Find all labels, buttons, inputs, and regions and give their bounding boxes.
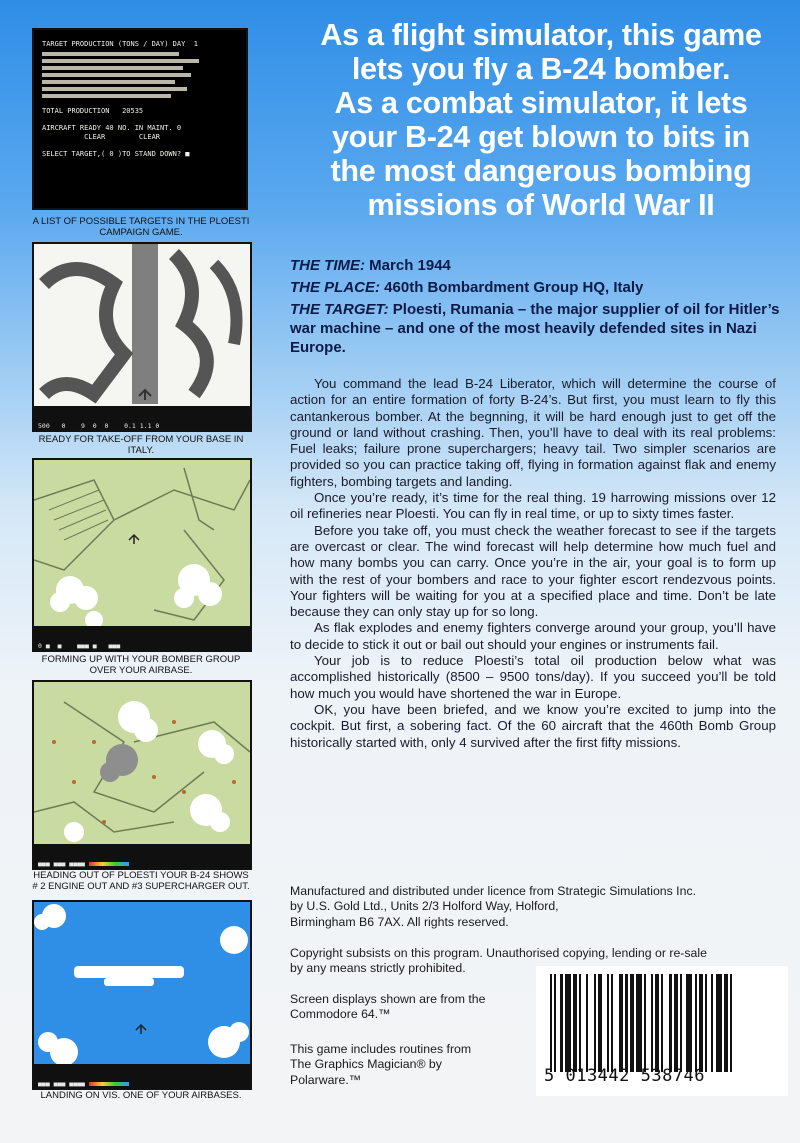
caption-takeoff	[0, 434, 282, 456]
target-label: THE TARGET:	[290, 301, 389, 318]
caption-line: LANDING ON VIS. ONE OF YOUR AIRBASES.	[40, 1090, 242, 1101]
screens-note	[290, 992, 530, 1023]
paragraph: OK, you have been briefed, and we know you’re excited to jump into the cockpit. But first, a sobering fact. Of the 60 aircraft that the 460th Bomb Group historically started with, only 4 survived after the first fifty missions.	[290, 701, 776, 750]
screenshot-heading-out	[32, 680, 252, 870]
target-list-rows	[42, 52, 238, 104]
screenshot-landing	[32, 900, 252, 1090]
note-line: Screen displays shown are from the	[290, 992, 486, 1006]
caption-line: CAMPAIGN GAME.	[99, 227, 183, 238]
barcode-bars	[550, 974, 774, 1072]
caption-forming-up	[0, 654, 282, 676]
hud-line: 0 ■ ■ ■■■ ■ ■■■	[38, 642, 121, 650]
bomber-icon	[129, 535, 139, 544]
barcode-number: 5 013442 538746	[544, 1066, 706, 1086]
mission-intro	[290, 256, 790, 360]
headline-line: your B-24 get blown to bits in	[331, 120, 750, 154]
note-line: Manufactured and distributed under licence from Strategic Simulations Inc.	[290, 884, 697, 898]
note-line: Polarware.™	[290, 1072, 362, 1087]
headline-line: the most dangerous bombing	[330, 154, 752, 188]
headline-line: lets you fly a B-24 bomber.	[351, 52, 731, 86]
manufacturer-note	[290, 884, 790, 930]
flak-map	[34, 682, 250, 868]
screenshot-takeoff	[32, 242, 252, 432]
routines-note	[290, 1042, 530, 1088]
landing-hud: ■■■ ■■■ ■■■■	[34, 1064, 250, 1088]
caption-target-list	[0, 216, 282, 238]
select-prompt: SELECT TARGET,( 0 )TO STAND DOWN? ■	[42, 150, 190, 158]
time-label: THE TIME:	[290, 257, 365, 274]
caption-line: A LIST OF POSSIBLE TARGETS IN THE PLOESTI	[32, 216, 250, 227]
barcode-bar	[732, 974, 734, 1072]
paragraph: Your job is to reduce Ploesti’s total oil production below what was accomplished historically (8500 – 9500 tons/day). If you succeed you’ll be told how much you would have shortened the war in Europe.	[290, 653, 776, 701]
target-line	[290, 300, 790, 357]
total-production: TOTAL PRODUCTION 20535	[42, 107, 144, 115]
forming-hud	[34, 626, 250, 650]
time-value: March 1944	[369, 257, 451, 274]
caption-line: ITALY.	[127, 445, 155, 456]
note-line: Commodore 64.™	[290, 1007, 391, 1022]
headline	[282, 18, 800, 222]
description	[290, 376, 776, 751]
paragraph: As flak explodes and enemy fighters converge around your group, you’ll have to decide to stick it out or bail out should your engines or instruments fail.	[290, 620, 776, 652]
aircraft-status: AIRCRAFT READY 40 NO. IN MAINT. 0	[42, 124, 182, 132]
hud-line: 500 0 9 0 0 0.1 1.1 0	[38, 422, 160, 430]
place-label: THE PLACE:	[290, 279, 380, 296]
barcode	[536, 966, 788, 1096]
caption-heading-out	[0, 870, 282, 892]
screenshot-forming-up	[32, 458, 252, 652]
caption-line: READY FOR TAKE-OFF FROM YOUR BASE IN	[38, 434, 244, 445]
heading-out-hud: ■■■ ■■■ ■■■■	[34, 844, 250, 868]
caption-line: OVER YOUR AIRBASE.	[89, 665, 193, 676]
note-line: by any means strictly prohibited.	[290, 961, 466, 976]
note-line: The Graphics Magician® by	[290, 1057, 442, 1072]
paragraph: Once you’re ready, it’s time for the real thing. 19 harrowing missions over 12 oil refineries near Ploesti. You can fly in real time, or up to sixty times faster.	[290, 490, 776, 522]
runway-map	[34, 244, 250, 430]
time-line	[290, 256, 790, 275]
note-line: Copyright subsists on this program. Unauthorised copying, lending or re-sale	[290, 946, 707, 960]
headline-line: As a combat simulator, it lets	[334, 86, 748, 120]
paragraph: Before you take off, you must check the weather forecast to see if the targets are overcast or clear. The wind forecast will help determine how much fuel and how many bombs you can carry. Once you’re in the air, your goal is to form up with the rest of your bombers and race to your fighter escort rendezvous points. Your fighters will be waiting for you at a specified place and time. Don’t be late because they can only stay up for so long.	[290, 522, 776, 620]
note-line: Birmingham B6 7AX. All rights reserved.	[290, 914, 509, 929]
headline-line: missions of World War II	[367, 188, 715, 222]
target-list-header: TARGET PRODUCTION (TONS / DAY) DAY 1	[42, 40, 198, 48]
takeoff-hud	[34, 406, 250, 430]
screenshot-target-list	[32, 28, 248, 210]
sky-view	[34, 902, 250, 1088]
caption-line: # 2 ENGINE OUT AND #3 SUPERCHARGER OUT.	[32, 881, 250, 892]
note-line: by U.S. Gold Ltd., Units 2/3 Holford Way, Holford,	[290, 899, 559, 914]
bomber-icon	[136, 1025, 146, 1034]
terrain-map	[34, 460, 250, 650]
caption-line: HEADING OUT OF PLOESTI YOUR B-24 SHOWS	[33, 870, 249, 881]
place-value: 460th Bombardment Group HQ, Italy	[384, 279, 644, 296]
caption-landing	[0, 1090, 282, 1101]
screenshot-column	[0, 0, 282, 1143]
target-value: Ploesti, Rumania – the major supplier of oil for Hitler’s war machine – and one of the most heavily defended sites in Nazi Europe.	[290, 301, 780, 356]
note-line: This game includes routines from	[290, 1042, 472, 1056]
headline-line: As a flight simulator, this game	[320, 18, 762, 52]
paragraph: You command the lead B-24 Liberator, which will determine the course of action for an entire formation of forty B-24’s. But first, you must learn to fly this cantankerous bomber. At the begnning, it will be hard enough just to get off the ground or land without crashing. Then, you’ll have to deal with its real problems: Fuel leaks; failure prone superchargers; heavy tail. Two simpler scenarios are provided so you can practice taking off, flying in formation against flak and enemy fighters, bombing targets and landing.	[290, 376, 776, 489]
caption-line: FORMING UP WITH YOUR BOMBER GROUP	[41, 654, 241, 665]
clear-status: CLEAR CLEAR	[42, 133, 161, 141]
place-line	[290, 278, 790, 297]
